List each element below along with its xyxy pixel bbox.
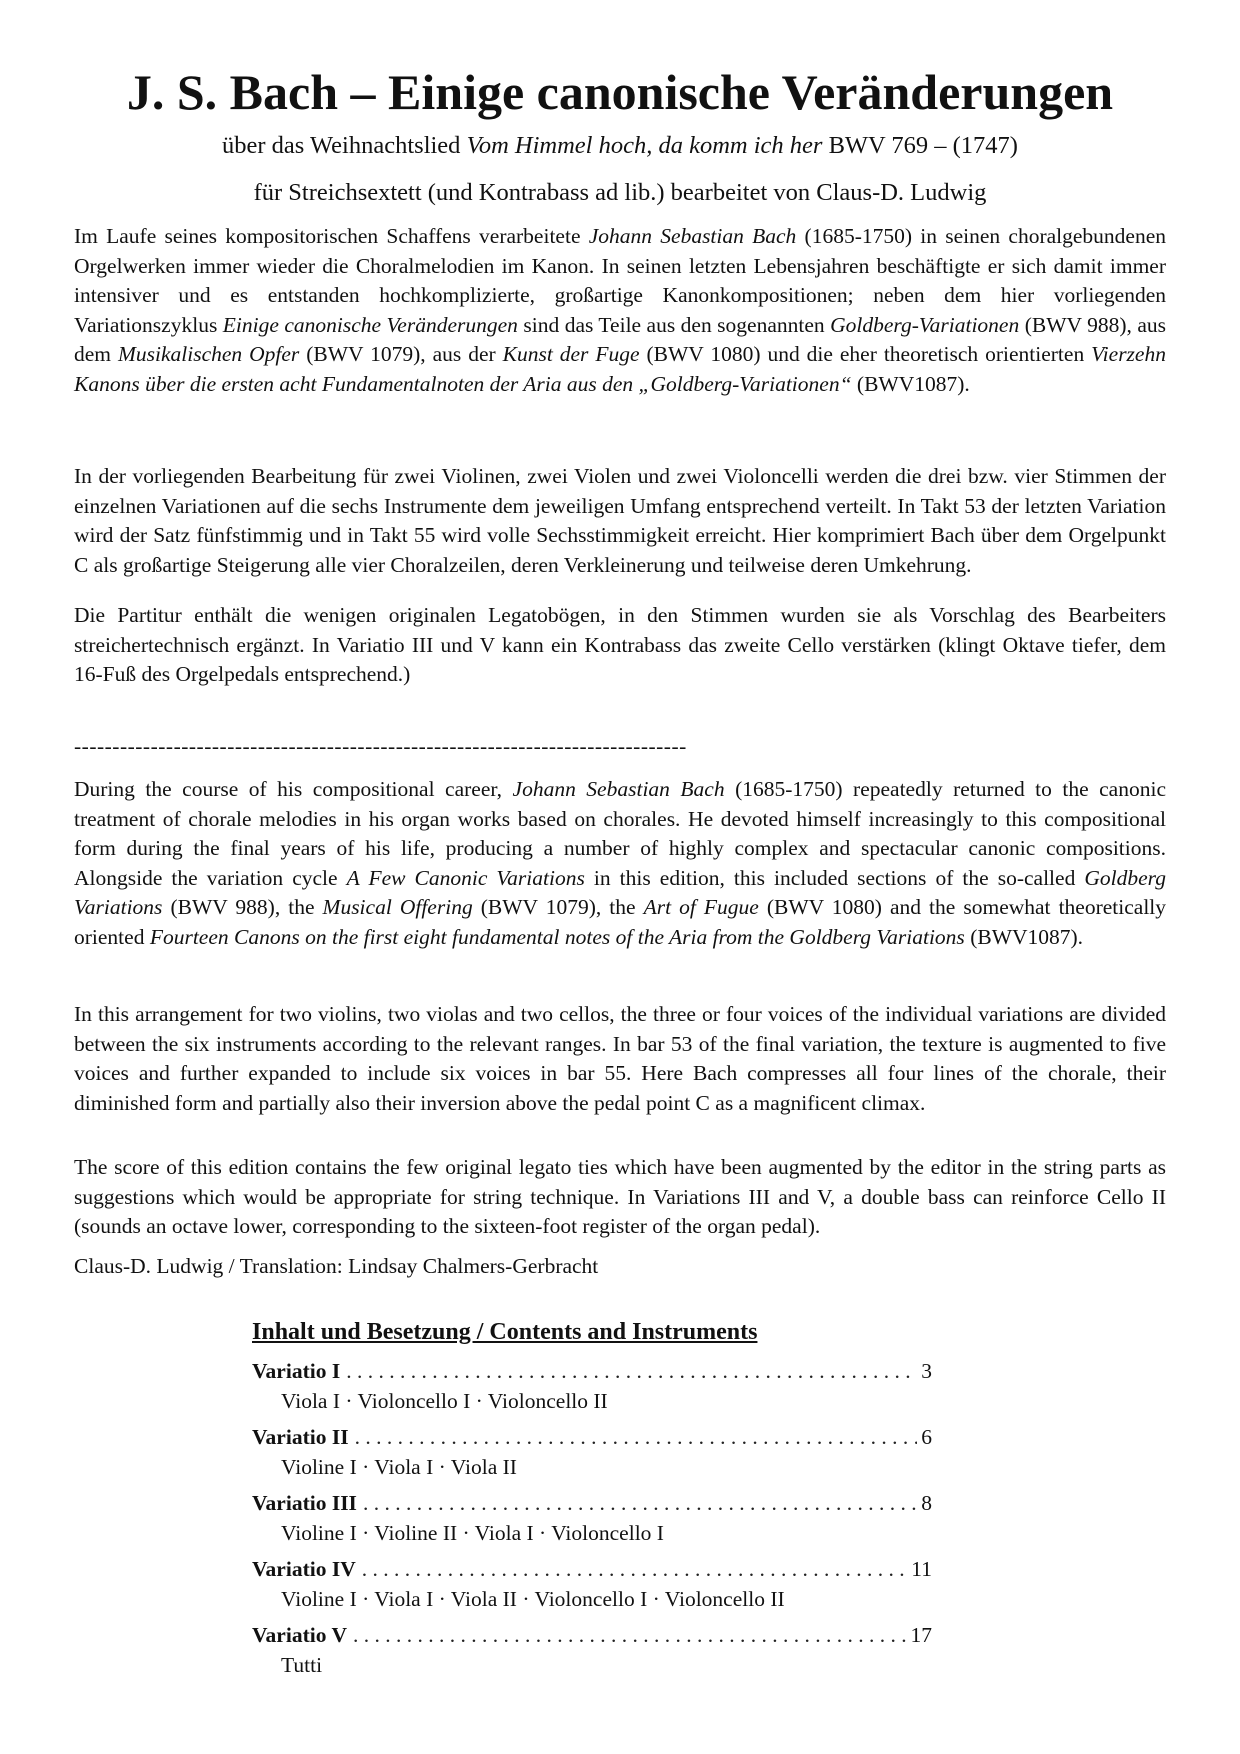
language-separator: -------------------------------------------------------------------------------- — [74, 734, 687, 758]
toc-leader-dots — [353, 1620, 907, 1650]
toc-page-number: 6 — [921, 1425, 932, 1449]
italic-run: Johann Sebastian Bach — [512, 777, 725, 801]
toc-item — [252, 1620, 932, 1680]
subtitle-work — [0, 131, 1240, 161]
english-paragraph-1 — [74, 775, 1166, 952]
english-paragraph-3: The score of this edition contains the few original legato ties which have been augmented by the editor in the string parts as suggestions which would be appropriate for string technique. In Variations III and V, a double bass can reinforce Cello II (sounds an octave lower, corresponding to the sixteen-foot register of the organ pedal). — [74, 1155, 1166, 1238]
german-paragraph-2: In der vorliegenden Bearbeitung für zwei Violinen, zwei Violen und zwei Violoncelli werden die drei bzw. vier Stimmen der einzelnen Variationen auf die sechs Instrumente dem jeweiligen Umfang entsprechend verteilt. In Takt 53 der letzten Variation wird der Satz fünfstimmig und in Takt 55 wird volle Sechsstimmigkeit erreicht. Hier komprimiert Bach über dem Orgelpunkt C als großartige Steigerung alle vier Choralzeilen, deren Verkleinerung und teilweise deren Umkehrung. — [74, 464, 1166, 577]
text-run: (BWV 1079), the — [472, 895, 644, 919]
subtitle-work-post: BWV 769 – (1747) — [822, 132, 1018, 159]
subtitle-work-song: Vom Himmel hoch, da komm ich her — [466, 132, 823, 159]
text-run: (BWV 988), the — [162, 895, 323, 919]
toc-entry-title: Variatio III — [252, 1491, 357, 1515]
italic-run: Goldberg-Variationen — [830, 312, 1020, 337]
toc-instrumentation: Violine I · Viola I · Viola II — [281, 1455, 517, 1479]
subtitle-work-pre: über das Weihnachtslied — [222, 132, 467, 159]
subtitle-arrangement: für Streichsextett (und Kontrabass ad lib.) bearbeitet von Claus-D. Ludwig — [253, 179, 987, 206]
toc-instrumentation: Violine I · Violine II · Viola I · Violoncello I — [281, 1521, 664, 1545]
toc-entry-line — [252, 1554, 932, 1584]
text-run: (1685-1750) in seinen choralgebundenen Orgelwerken immer wieder die Choralmelodien im Kanon. In seinen letzten Lebensjahren beschäftigte er sich damit immer intensiver und es entstanden hochkomplizierte, großartige Kanonkompositionen; neben dem hier vorliegenden Variationszyklus — [74, 224, 1166, 337]
toc-entry-title: Variatio II — [252, 1425, 349, 1449]
italic-run: Kunst der Fuge — [502, 342, 640, 366]
toc-entry-title: Variatio V — [252, 1623, 347, 1647]
italic-run: Fourteen Canons on the first eight fundamental notes of the Aria from the Goldberg Variations — [149, 924, 965, 949]
german-paragraph-1 — [74, 222, 1166, 399]
italic-run: Einige canonische Veränderungen — [222, 312, 518, 337]
italic-run: Johann Sebastian Bach — [588, 224, 797, 248]
toc-entry-line — [252, 1356, 932, 1386]
toc-instrumentation: Violine I · Viola I · Viola II · Violoncello I · Violoncello II — [281, 1587, 785, 1611]
table-of-contents — [252, 1316, 932, 1686]
page-title: J. S. Bach – Einige canonische Veränderungen — [126, 64, 1114, 120]
toc-page-number: 3 — [921, 1359, 932, 1383]
italic-run: Goldberg Variations — [74, 865, 1167, 919]
text-run: sind das Teile aus den sogenannten — [517, 312, 831, 337]
toc-leader-dots — [355, 1422, 918, 1452]
toc-leader-dots — [346, 1356, 917, 1386]
toc-entry-line — [252, 1422, 932, 1452]
text-run: (BWV 988), aus dem — [74, 312, 1167, 366]
toc-item — [252, 1554, 932, 1614]
toc-leader-dots — [362, 1554, 908, 1584]
english-paragraph-2: In this arrangement for two violins, two violas and two cellos, the three or four voices of the individual variations are divided between the six instruments according to the relevant ranges. In bar 53 of the final variation, the texture is augmented to five voices and further expanded to include six voices in bar 55. Here Bach compresses all four lines of the chorale, their diminished form and partially also their inversion above the pedal point C as a magnificent climax. — [74, 1002, 1166, 1115]
toc-instrumentation: Tutti — [281, 1653, 323, 1677]
toc-entry-line — [252, 1620, 932, 1650]
toc-heading: Inhalt und Besetzung / Contents and Instruments — [252, 1319, 758, 1345]
toc-page-number: 11 — [911, 1557, 932, 1581]
toc-leader-dots — [363, 1488, 917, 1518]
toc-entry-title: Variatio IV — [252, 1557, 356, 1581]
italic-run: Art of Fugue — [643, 895, 759, 919]
italic-run: Vierzehn Kanons über die ersten acht Fundamentalnoten der Aria aus den „Goldberg-Variationen“ — [74, 342, 1166, 396]
text-run: During the course of his compositional career, — [74, 777, 513, 801]
text-run: in this edition, this included sections of the so-called — [584, 865, 1085, 890]
italic-run: Musikalischen Opfer — [117, 342, 300, 366]
german-paragraph-3: Die Partitur enthält die wenigen originalen Legatobögen, in den Stimmen wurden sie als Vorschlag des Bearbeiters streichertechnisch ergänzt. In Variatio III und V kann ein Kontrabass das zweite Cello verstärken (klingt Oktave tiefer, dem 16-Fuß des Orgelpedals entsprechend.) — [74, 603, 1166, 686]
italic-run: A Few Canonic Variations — [346, 865, 585, 890]
toc-item — [252, 1488, 932, 1548]
toc-instrumentation: Viola I · Violoncello I · Violoncello II — [281, 1389, 608, 1413]
toc-item — [252, 1356, 932, 1416]
toc-item — [252, 1422, 932, 1482]
toc-page-number: 17 — [910, 1623, 932, 1647]
text-run: (BWV1087). — [964, 924, 1084, 949]
text-run: (BWV 1080) und die eher theoretisch orientierten — [639, 342, 1092, 366]
italic-run: Musical Offering — [322, 895, 473, 919]
text-run: (BWV 1079), aus der — [299, 342, 503, 366]
text-run: (BWV 1080) and the somewhat theoretically oriented — [74, 895, 1167, 949]
text-run: (1685-1750) repeatedly returned to the canonic treatment of chorale melodies in his organ works based on chorales. He devoted himself increasingly to this compositional form during the final years of his life, producing a number of highly complex and spectacular canonic compositions. Alongside the variation cycle — [74, 777, 1166, 890]
toc-entry-line — [252, 1488, 932, 1518]
author-signature: Claus-D. Ludwig / Translation: Lindsay Chalmers-Gerbracht — [74, 1254, 599, 1278]
toc-entry-title: Variatio I — [252, 1359, 341, 1383]
toc-page-number: 8 — [921, 1491, 932, 1515]
text-run: Im Laufe seines kompositorischen Schaffens verarbeitete — [74, 224, 589, 248]
text-run: (BWV1087). — [851, 371, 970, 396]
